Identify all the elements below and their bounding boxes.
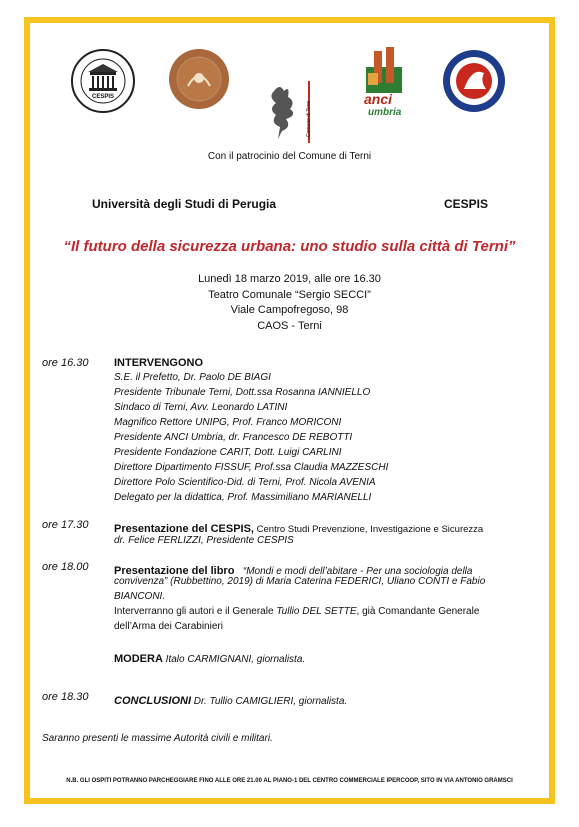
- s1-line-9: Delegato per la didattica, Prof. Massimiliano MARIANELLI: [114, 492, 372, 503]
- s3-p2-c: , già Comandante Generale: [356, 606, 480, 617]
- s3-p2-a: Interverranno gli autori e il Generale: [114, 606, 277, 617]
- s2-time: ore 17.30: [42, 519, 89, 531]
- s4-label: CONCLUSIONI: [114, 695, 191, 707]
- s1-line-8: Direttore Polo Scientifico-Did. di Terni, Prof. Nicola AVENIA: [114, 477, 376, 488]
- s3-time: ore 18.00: [42, 561, 89, 573]
- s3-p1-l3: BIANCONI.: [114, 591, 166, 602]
- s1-line-6: Presidente Fondazione CARIT, Dott. Luigi CARLINI: [114, 447, 342, 458]
- event-address: Viale Campofregoso, 98: [230, 304, 349, 316]
- s1-line-2: Presidente Tribunale Terni, Dott.ssa Rosanna IANNIELLO: [114, 387, 371, 398]
- s1-time: ore 16.30: [42, 357, 89, 369]
- event-title: “Il futuro della sicurezza urbana: uno studio sulla città di Terni”: [63, 238, 516, 255]
- event-place: CAOS - Terni: [257, 320, 322, 332]
- closing-text: Saranno presenti le massime Autorità civili e militari.: [42, 733, 273, 744]
- s1-heading: INTERVENGONO: [114, 357, 204, 369]
- s4-time: ore 18.30: [42, 691, 89, 703]
- s3-p1-l1: “Mondi e modi dell’abitare - Per una sociologia della: [242, 566, 473, 577]
- s3-p1-l2: convivenza” (Rubbettino, 2019) di Maria Caterina FEDERICI, Uliano CONTI e Fabio: [114, 576, 486, 587]
- event-venue: Teatro Comunale “Sergio SECCI”: [208, 289, 371, 301]
- anci-umbria-logo: [362, 47, 422, 127]
- s1-line-3: Sindaco di Terni, Avv. Leonardo LATINI: [114, 402, 288, 413]
- s2-rest: Centro Studi Prevenzione, Investigazione e Sicurezza: [254, 524, 484, 535]
- s2-bold: Presentazione del CESPIS,: [114, 523, 254, 535]
- parking-footnote: N.B. GLI OSPITI POTRANNO PARCHEGGIARE FINO ALLE ORE 21.00 AL PIANO-1 DEL CENTRO COMMERCIALE IPERCOOP, SITO IN VIA ANTONIO GRAMSCI: [66, 778, 513, 784]
- s3-p2-l2: dell’Arma dei Carabinieri: [114, 621, 223, 632]
- s3-moderator-label: MODERA: [114, 653, 163, 665]
- event-date: Lunedì 18 marzo 2019, alle ore 16.30: [198, 273, 381, 285]
- poster-frame: [24, 17, 555, 804]
- s4-line: [114, 691, 347, 709]
- cespis-seal-text: CESPIS: [91, 94, 114, 100]
- header-university: Università degli Studi di Perugia: [92, 197, 277, 211]
- cespis-seal-logo: [70, 48, 136, 114]
- s4-text: Dr. Tullio CAMIGLIERI, giornalista.: [191, 696, 348, 707]
- perugia-seal-logo: [168, 48, 230, 110]
- comune-di-terni-logo: [266, 81, 326, 147]
- s1-line-5: Presidente ANCI Umbria, dr. Francesco DE REBOTTI: [114, 432, 353, 443]
- s3-moderator: [114, 649, 305, 667]
- umbria-label: umbria: [368, 107, 402, 118]
- comune-di-terni-text: Comune di Terni: [306, 100, 312, 137]
- s1-line-7: Direttore Dipartimento FISSUF, Prof.ssa Claudia MAZZESCHI: [114, 462, 389, 473]
- s1-line-4: Magnifico Rettore UNIPG, Prof. Franco MORICONI: [114, 417, 342, 428]
- s2-line-2: dr. Felice FERLIZZI, Presidente CESPIS: [114, 535, 294, 546]
- header-cespis: CESPIS: [444, 197, 489, 211]
- patronage-text: Con il patrocinio del Comune di Terni: [207, 151, 372, 162]
- s3-moderator-name: Italo CARMIGNANI, giornalista.: [162, 654, 306, 665]
- s3-bold: Presentazione del libro: [114, 565, 235, 577]
- anci-label: anci: [364, 91, 393, 107]
- s3-p2-b: Tullio DEL SETTE: [276, 606, 357, 617]
- s3-p2-l1: [114, 606, 479, 617]
- university-seal-logo: [442, 49, 506, 113]
- s1-line-1: S.E. il Prefetto, Dr. Paolo DE BIAGI: [114, 372, 271, 383]
